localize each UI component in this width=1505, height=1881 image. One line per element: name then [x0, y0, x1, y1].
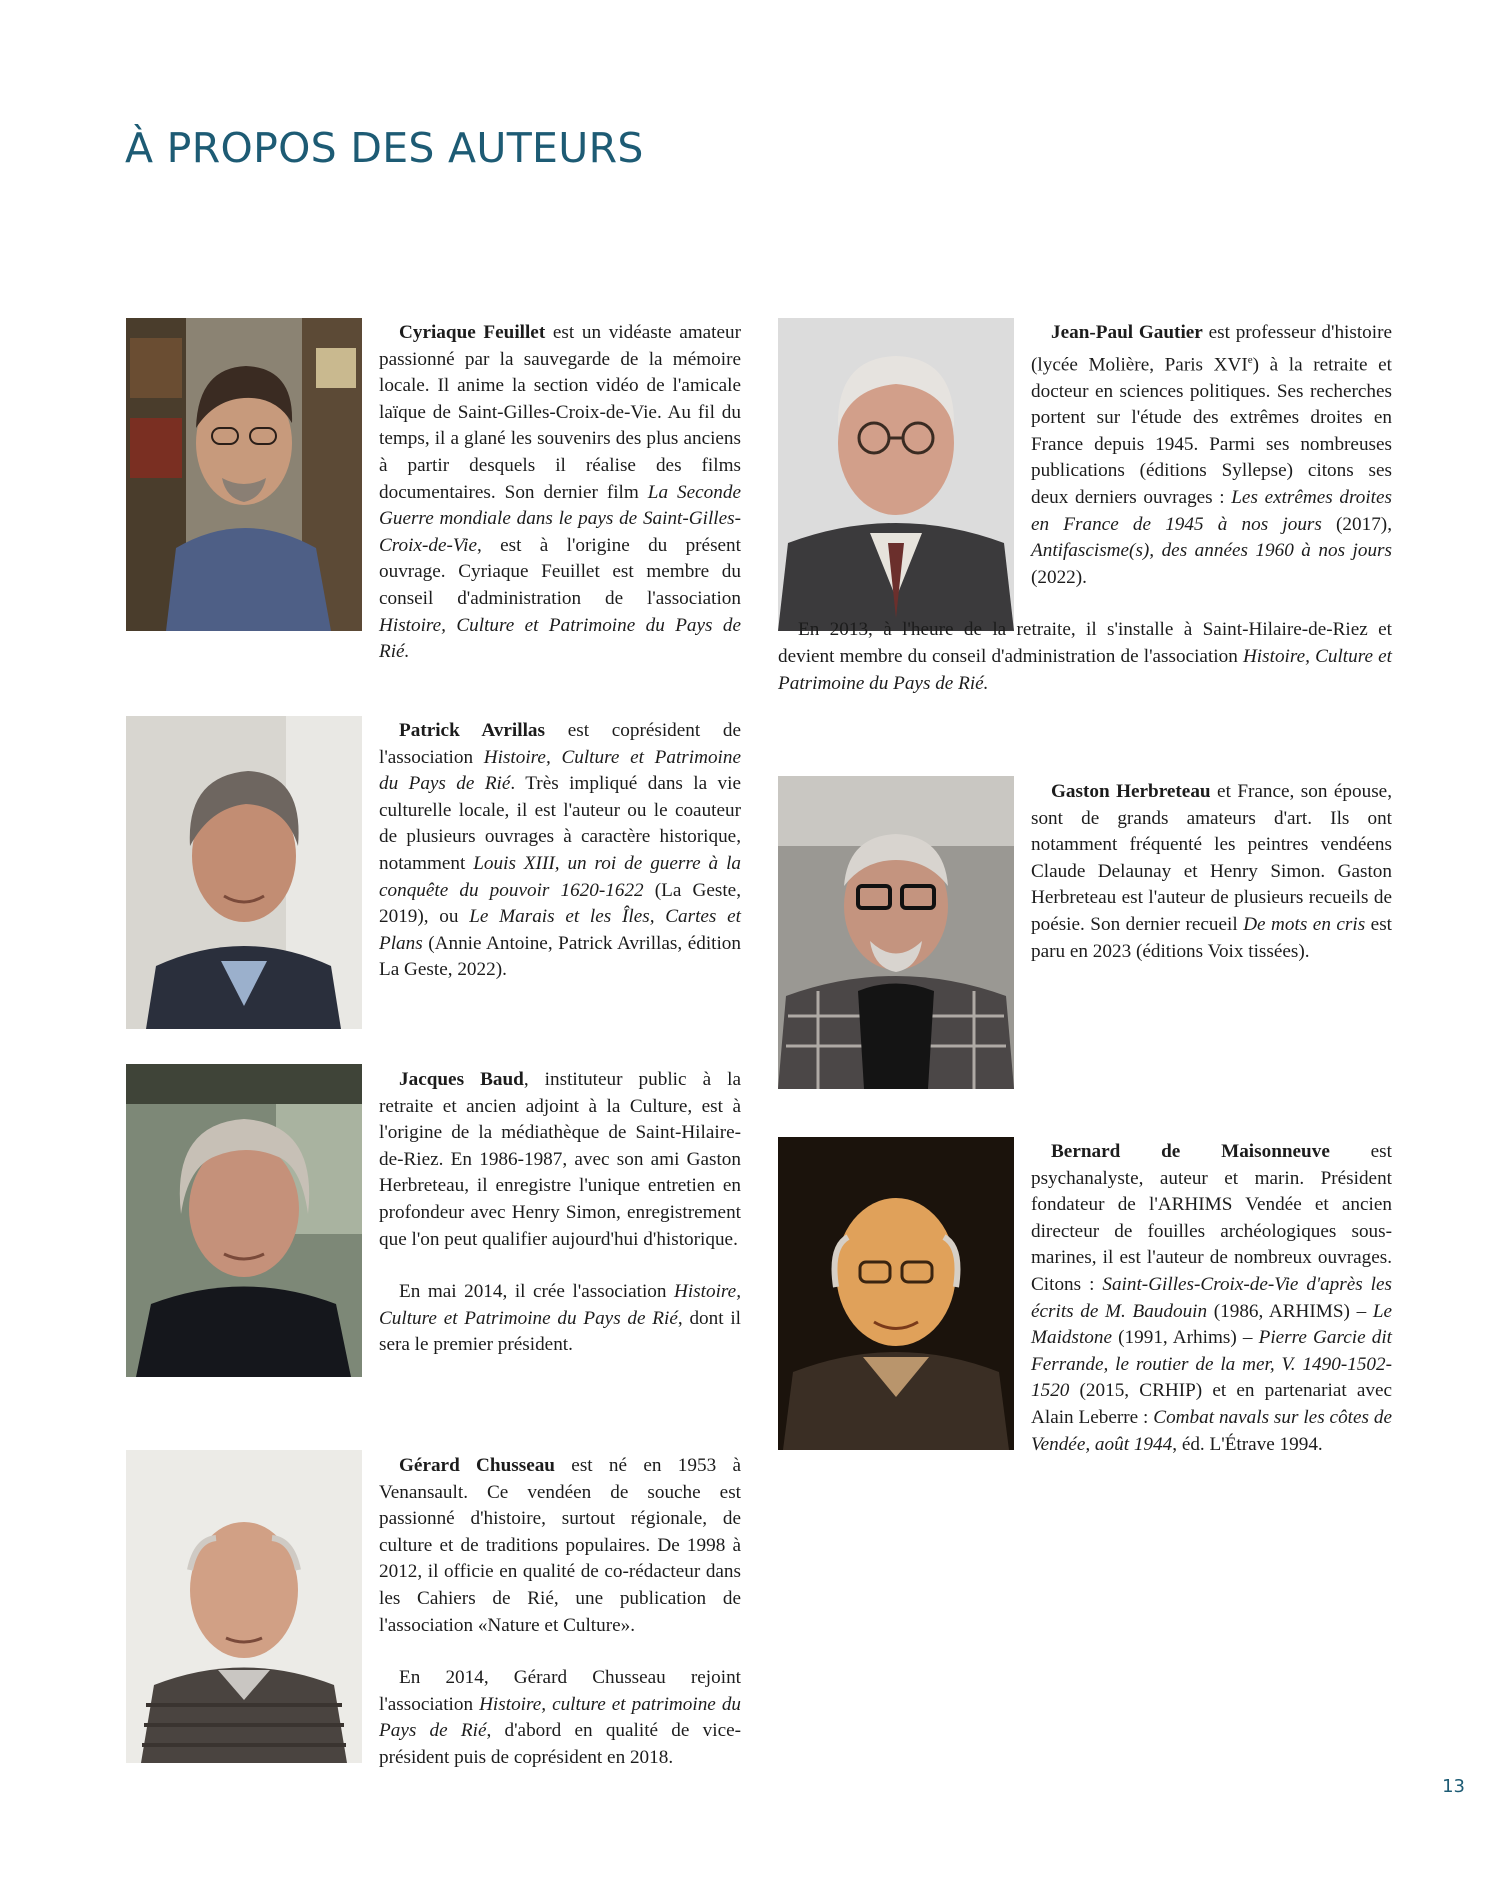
work-title: Histoire, Culture et Patrimoine du Pays de Rié [379, 746, 741, 795]
work-title: Histoire, Culture et Patrimoine du Pays de Rié [379, 1281, 741, 1329]
author-photo-gaston-herbreteau [778, 776, 1014, 1089]
author-name: Cyriaque Feuillet [399, 322, 546, 343]
bio-text: est psychanalyste, auteur et marin. Président fondateur de l'ARHIMS Vendée et ancien directeur de fouilles archéologiques sous-marines, il est l'auteur de nombreux ouvrages. Citons : [1031, 1141, 1392, 1295]
bio-paragraph [778, 320, 1392, 591]
bio-paragraph [379, 1067, 741, 1253]
author-photo-jacques-baud [126, 1064, 362, 1377]
bio-paragraph [379, 1453, 741, 1639]
work-title: Pierre Garcie dit Ferrande, le routier de la mer, V. 1490-1502-1520 [1031, 1327, 1392, 1402]
bio-text: (2017), [1321, 513, 1392, 535]
bio-paragraph [1031, 779, 1392, 965]
work-title: Le Marais et les Îles, Cartes et Plans [379, 906, 741, 954]
author-name: Gérard Chusseau [399, 1455, 555, 1476]
author-bio-jacques-baud [379, 1067, 741, 1359]
bio-text: (Annie Antoine, Patrick Avrillas, édition La Geste, 2022). [379, 932, 741, 981]
work-title: Louis XIII, un roi de guerre à la conquête du pouvoir 1620-1622 [379, 852, 741, 901]
bio-paragraph [1031, 1139, 1392, 1458]
author-bio-gaston-herbreteau [1031, 779, 1392, 965]
bio-text: (1986, ARHIMS) – [1207, 1300, 1373, 1322]
bio-text: , est à l'origine du présent ouvrage. Cyriaque Feuillet est membre du conseil d'administration de l'association [379, 534, 741, 609]
bio-text: est paru en 2023 (éditions Voix tissées). [1031, 913, 1392, 962]
author-name: Jean-Paul Gautier [1051, 322, 1203, 343]
bio-paragraph [379, 1665, 741, 1771]
author-photo-patrick-avrillas [126, 716, 362, 1029]
work-title: Le Maidstone [1031, 1300, 1392, 1349]
work-title: Les extrêmes droites en France de 1945 à nos jours [1031, 486, 1392, 535]
work-title: Histoire, Culture et Patrimoine du Pays de Rié. [379, 614, 741, 663]
bio-text: (1991, Arhims) – [1112, 1327, 1259, 1349]
bio-text: , éd. L'Étrave 1994. [1172, 1433, 1323, 1455]
work-title: Combat navals sur les côtes de Vendée, août 1944 [1031, 1406, 1392, 1455]
author-bio-gerard-chusseau [379, 1453, 741, 1772]
bio-text: . Très impliqué dans la vie culturelle locale, il est l'auteur ou le coauteur de plusieurs ouvrages à caractère historique, notamment [379, 773, 741, 874]
work-title: De mots en cris [1243, 913, 1366, 935]
bio-text: est un vidéaste amateur passionné par la sauvegarde de la mémoire locale. Il anime la section vidéo de l'amicale laïque de Saint-Gilles-Croix-de-Vie. Au fil du temps, il a glané les souvenirs des plus anciens à partir desquels il réalise des films documentaires. Son dernier film [379, 322, 741, 503]
author-photo-bernard-de-maisonneuve [778, 1137, 1014, 1450]
page-title: À PROPOS DES AUTEURS [125, 124, 644, 172]
author-name: Patrick Avrillas [399, 720, 545, 741]
bio-text: , dont il sera le premier président. [379, 1307, 742, 1356]
bio-text: (2015, CRHIP) et en partenariat avec Alain Leberre : [1031, 1380, 1392, 1428]
author-photo-cyriaque-feuillet [126, 318, 362, 631]
author-name: Gaston Herbreteau [1051, 781, 1211, 802]
bio-text: et France, son épouse, sont de grands amateurs d'art. Ils ont notamment fréquenté les peintres vendéens Claude Delaunay et Henry Simon. Gaston Herbreteau est l'auteur de plusieurs recueils de poésie. Son dernier recueil [1031, 781, 1392, 935]
bio-paragraph [379, 718, 741, 984]
author-bio-bernard-de-maisonneuve [1031, 1139, 1392, 1458]
bio-text: est coprésident de l'association [379, 720, 741, 768]
bio-text: est né en 1953 à Venansault. Ce vendéen de souche est passionné d'histoire, surtout régionale, de culture et de traditions populaires. De 1998 à 2012, il officie en qualité de co-rédacteur dans les Cahiers de Rié, une publication de l'association «Nature et Culture». [379, 1455, 741, 1636]
bio-text: En 2014, Gérard Chusseau rejoint l'association [379, 1667, 741, 1715]
bio-text: En mai 2014, il crée l'association [399, 1281, 675, 1303]
work-title: Antifascisme(s), des années 1960 à nos jours [1031, 540, 1392, 562]
work-title: Histoire, culture et patrimoine du Pays de Rié [379, 1693, 742, 1742]
author-name: Bernard de Maisonneuve [1051, 1141, 1330, 1162]
page-number: 13 [1442, 1776, 1465, 1797]
bio-text: En 2013, à l'heure de la retraite, il s'installe à Saint-Hilaire-de-Riez et devient membre du conseil d'administration de l'association [778, 619, 1392, 667]
bio-text: (La Geste, 2019), ou [379, 879, 741, 928]
author-bio-cyriaque-feuillet [379, 320, 741, 666]
bio-text: ) à la retraite et docteur en sciences politiques. Ses recherches portent sur l'étude des extrêmes droites en France depuis 1945. Parmi ses nombreuses publications (éditions Syllepse) citons ses deux derniers ouvrages : [1031, 353, 1392, 508]
author-photo-gerard-chusseau [126, 1450, 362, 1763]
bio-paragraph [379, 320, 741, 666]
work-title: La Seconde Guerre mondiale dans le pays de Saint-Gilles-Croix-de-Vie [379, 481, 741, 556]
bio-text: , instituteur public à la retraite et ancien adjoint à la Culture, est à l'origine de la médiathèque de Saint-Hilaire-de-Riez. En 1986-1987, avec son ami Gaston Herbreteau, il enregistre l'unique entretien en profondeur avec Henry Simon, enregistrement que l'on peut qualifier aujourd'hui d'historique. [379, 1069, 741, 1250]
author-bio-patrick-avrillas [379, 718, 741, 984]
bio-paragraph [778, 617, 1392, 697]
work-title: Histoire, Culture et Patrimoine du Pays de Rié. [778, 645, 1392, 694]
author-bio-jean-paul-gautier [778, 320, 1392, 697]
bio-text: (2022). [1031, 566, 1087, 588]
bio-text: est professeur d'histoire (lycée Molière, Paris XVI [1031, 322, 1392, 375]
work-title: Saint-Gilles-Croix-de-Vie d'après les écrits de M. Baudouin [1031, 1273, 1392, 1322]
bio-paragraph [379, 1279, 741, 1359]
bio-text: e [1247, 353, 1253, 366]
bio-text: , d'abord en qualité de vice-président puis de coprésident en 2018. [379, 1720, 741, 1768]
author-name: Jacques Baud [399, 1069, 524, 1090]
